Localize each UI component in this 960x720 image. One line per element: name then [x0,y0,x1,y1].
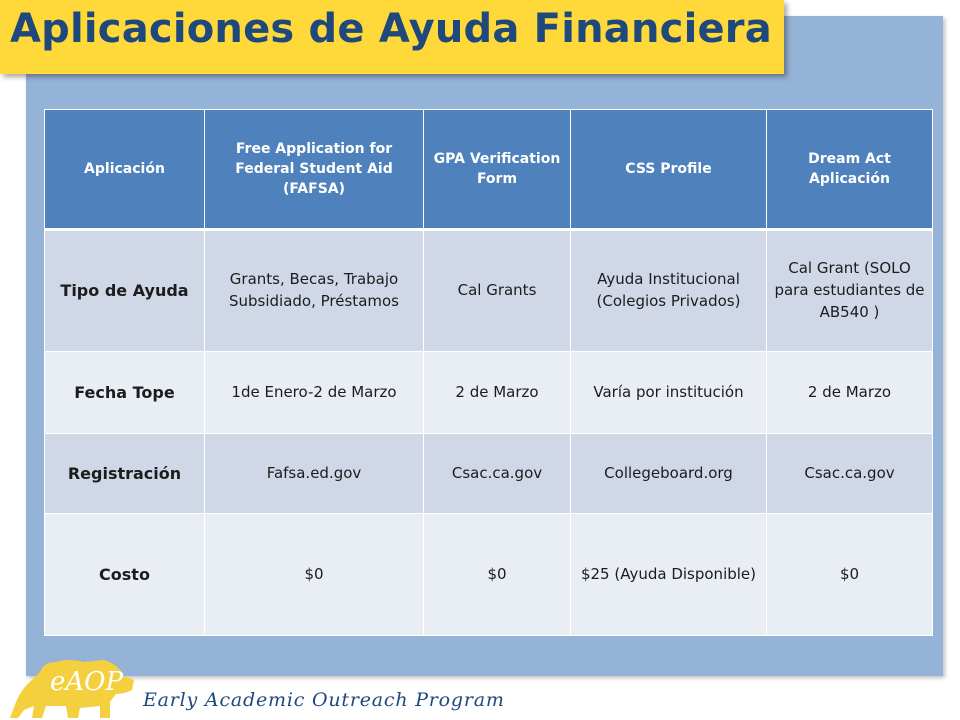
table-cell: Fafsa.ed.gov [205,434,424,514]
header-cell-css: CSS Profile [571,110,767,230]
header-cell-aplicacion: Aplicación [45,110,205,230]
title-banner [0,0,784,74]
table-row [45,352,933,434]
table-cell: $25 (Ayuda Disponible) [571,514,767,636]
table-cell: Collegeboard.org [571,434,767,514]
table-cell: 1de Enero-2 de Marzo [205,352,424,434]
table-cell: Csac.ca.gov [767,434,933,514]
table-cell: $0 [424,514,571,636]
header-cell-fafsa: Free Application for Federal Student Aid (FAFSA) [205,110,424,230]
table-cell: Ayuda Institucional (Colegios Privados) [571,230,767,352]
row-label-registracion: Registración [45,434,205,514]
table-cell: $0 [205,514,424,636]
table-cell: Grants, Becas, Trabajo Subsidiado, Préstamos [205,230,424,352]
table-cell: 2 de Marzo [767,352,933,434]
row-label-costo: Costo [45,514,205,636]
logo-text: eAOP [50,667,123,697]
table-row [45,230,933,352]
table-header-row [45,110,933,230]
financial-aid-table [44,109,933,636]
table-cell: Varía por institución [571,352,767,434]
table-cell: Csac.ca.gov [424,434,571,514]
row-label-tipo: Tipo de Ayuda [45,230,205,352]
program-name: Early Academic Outreach Program [143,689,505,711]
bear-logo [6,650,138,720]
table-row [45,514,933,636]
table-row [45,434,933,514]
page-title: Aplicaciones de Ayuda Financiera [10,6,772,52]
header-cell-dream-act: Dream Act Aplicación [767,110,933,230]
row-label-fecha: Fecha Tope [45,352,205,434]
table-cell: Cal Grant (SOLO para estudiantes de AB540 ) [767,230,933,352]
table-cell: $0 [767,514,933,636]
table-cell: 2 de Marzo [424,352,571,434]
header-cell-gpa: GPA Verification Form [424,110,571,230]
table-cell: Cal Grants [424,230,571,352]
